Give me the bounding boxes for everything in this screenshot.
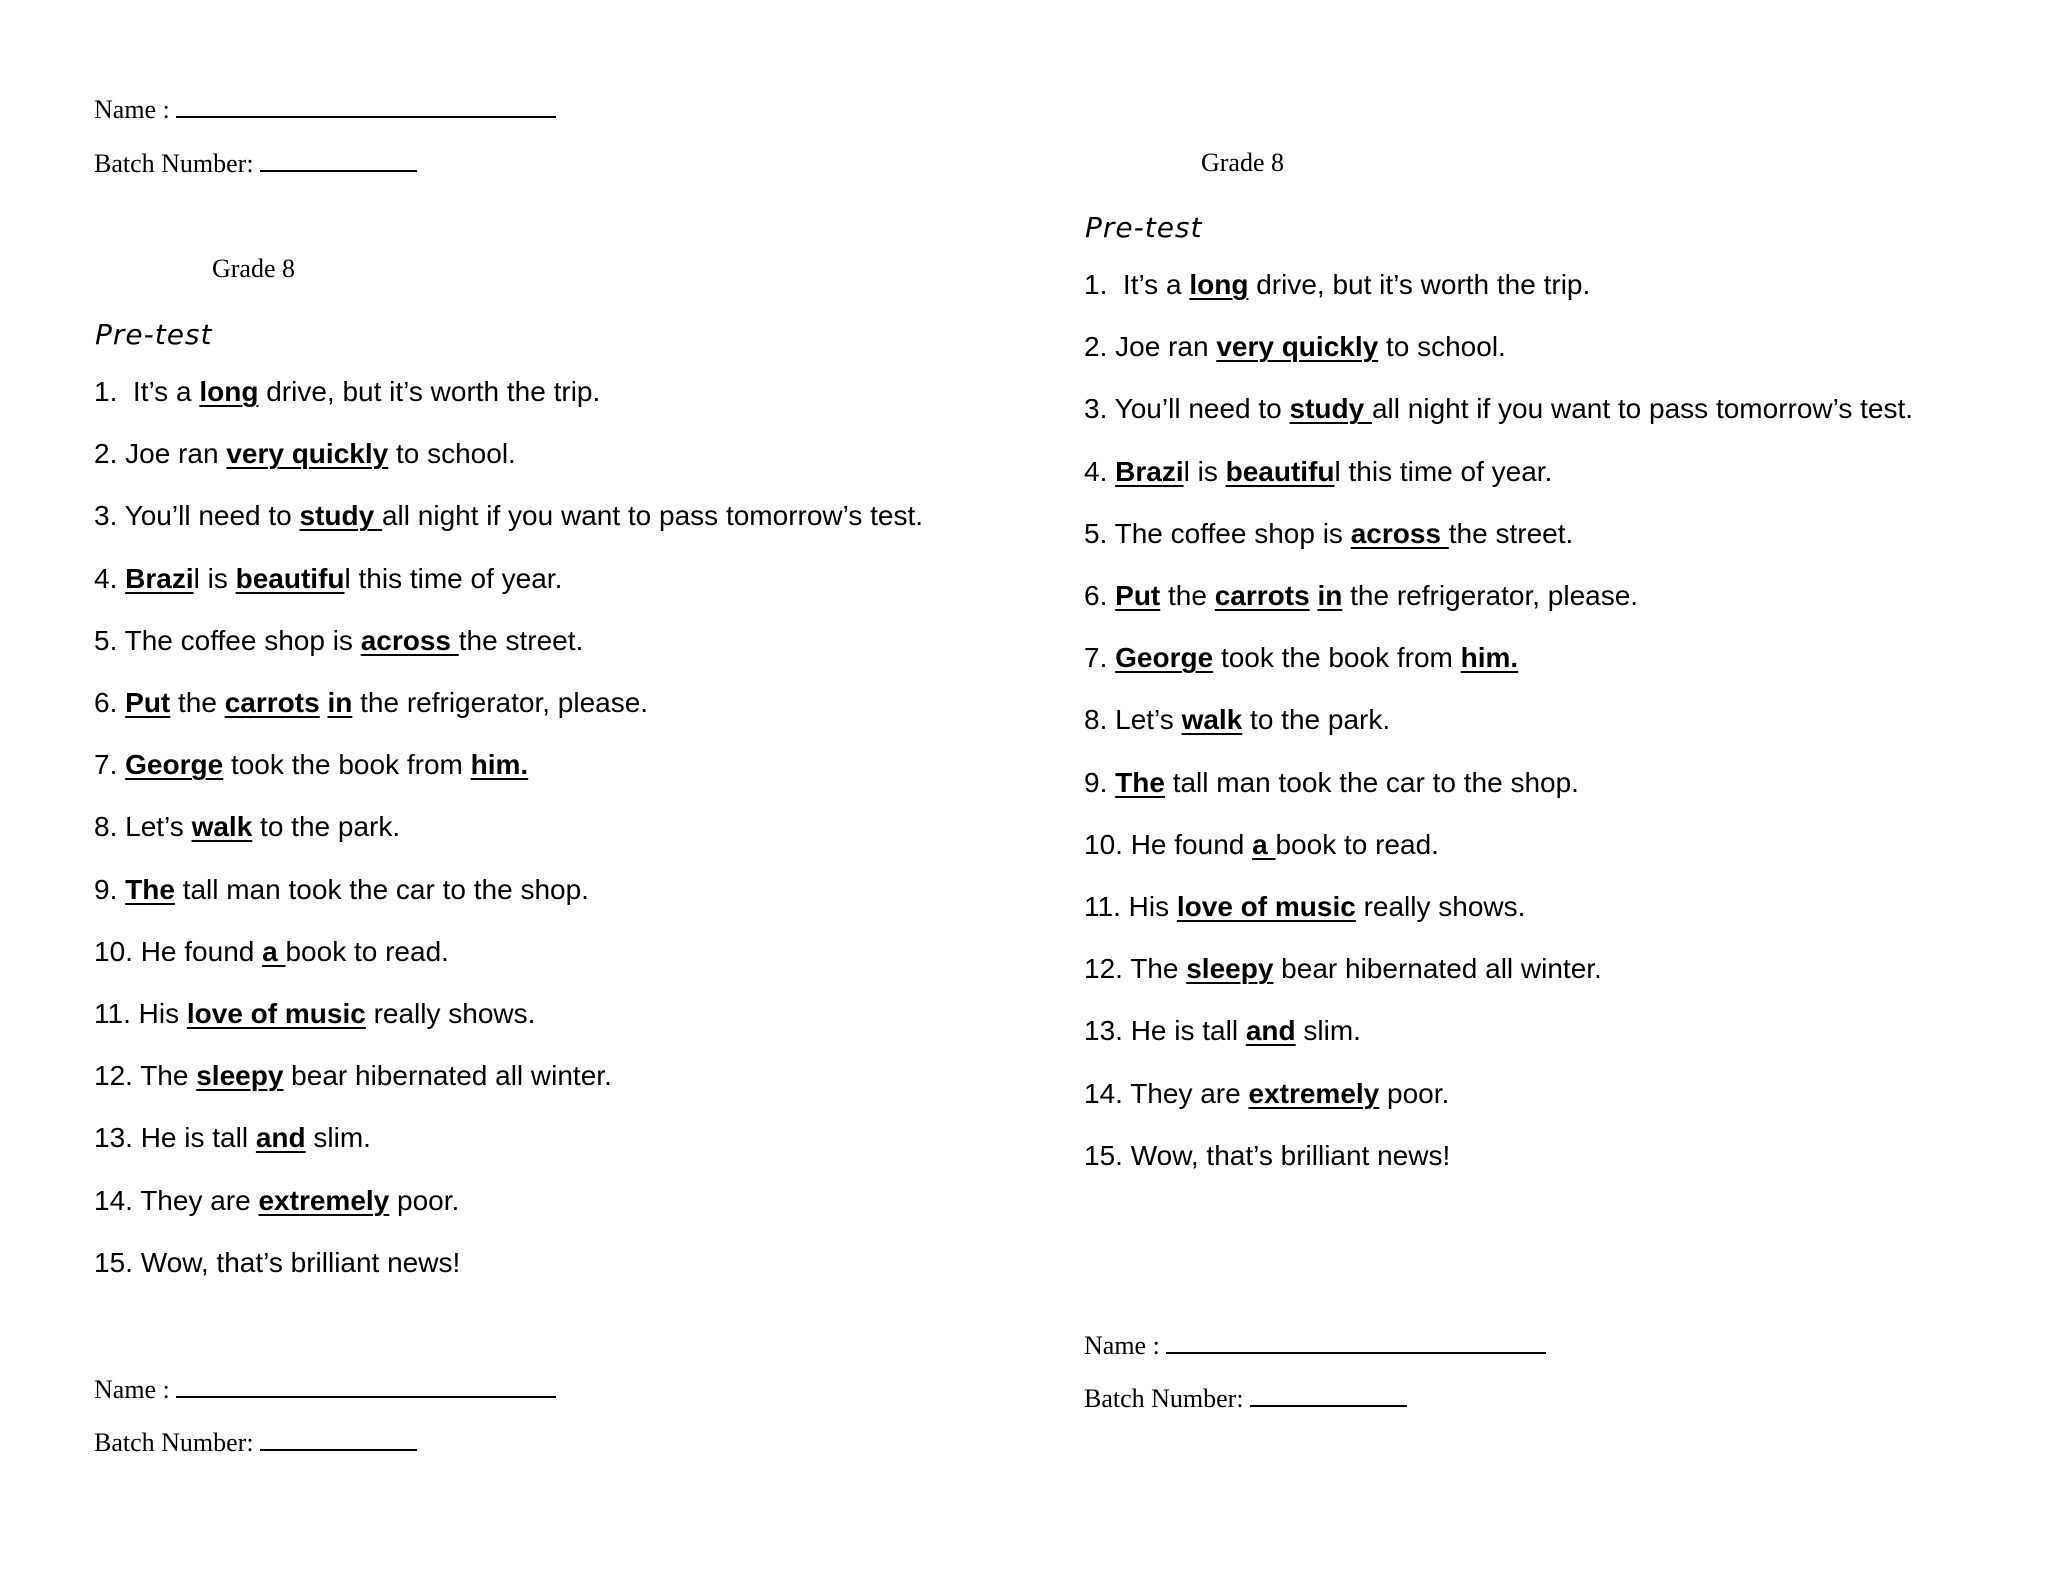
question-text: bear hibernated all winter. [283, 1060, 612, 1092]
question-text: l this time of year. [344, 562, 563, 594]
question-text: the [1160, 580, 1215, 611]
right-footer-name-label: Name : [1084, 1331, 1160, 1360]
underlined-word: very quickly [1216, 331, 1379, 363]
question-text: 15. Wow, that’s brilliant news! [1084, 1139, 1451, 1171]
left-question-3 [94, 502, 923, 530]
left-footer-batch-label: Batch Number: [94, 1428, 254, 1457]
question-text: 2. Joe ran [94, 438, 227, 470]
question-text: 11. His [1084, 891, 1177, 922]
question-text: 12. The [1084, 953, 1187, 985]
underlined-word: carrots [1214, 580, 1310, 611]
question-text: poor. [389, 1184, 460, 1216]
underlined-word: sleepy [196, 1060, 284, 1092]
left-question-1 [94, 378, 600, 406]
question-text: the street. [458, 624, 584, 656]
left-question-13 [94, 1124, 371, 1152]
underlined-word: study [1289, 393, 1372, 425]
left-question-8 [94, 813, 400, 841]
underlined-word: beautifu [235, 562, 345, 594]
question-text: 14. They are [1084, 1077, 1249, 1109]
underlined-word: and [1245, 1015, 1296, 1047]
left-footer-batch-field [94, 1427, 417, 1458]
question-text: 4. [1084, 455, 1116, 487]
question-text: book to read. [285, 935, 449, 967]
right-question-7 [1084, 644, 1518, 672]
question-text: drive, but it’s worth the trip. [1248, 269, 1591, 300]
right-grade: Grade 8 [1201, 148, 1285, 177]
question-text: slim. [305, 1122, 371, 1154]
question-text: tall man took the car to the shop. [174, 873, 589, 905]
question-text: all night if you want to pass tomorrow’s test. [1371, 393, 1914, 425]
question-text: the street. [1448, 517, 1574, 549]
right-question-14 [1084, 1077, 1450, 1109]
right-question-15 [1084, 1139, 1451, 1171]
right-footer-batch-field [1084, 1383, 1407, 1414]
underlined-word: long [1189, 269, 1249, 300]
left-question-7 [94, 751, 528, 779]
underlined-word: The [1115, 766, 1165, 798]
question-text: l is [193, 562, 236, 594]
left-batch-blank[interactable] [260, 148, 417, 172]
left-question-15 [94, 1246, 461, 1278]
right-question-10 [1084, 828, 1439, 860]
right-question-11 [1084, 893, 1525, 921]
underlined-word: beautifu [1225, 455, 1335, 487]
underlined-word: a [1252, 828, 1276, 860]
question-text: 15. Wow, that’s brilliant news! [94, 1246, 461, 1278]
underlined-word: in [327, 687, 353, 718]
question-text: 6. [94, 687, 126, 718]
left-question-5 [94, 624, 584, 656]
question-text: really shows. [365, 998, 536, 1029]
question-text: 3. You’ll need to [94, 500, 300, 532]
question-text: the [170, 687, 225, 718]
question-text: 9. [94, 873, 126, 905]
underlined-word: a [262, 935, 286, 967]
underlined-word: across [360, 624, 459, 656]
left-footer-batch-blank[interactable] [260, 1427, 417, 1451]
question-text: bear hibernated all winter. [1273, 953, 1602, 985]
underlined-word: and [255, 1122, 306, 1154]
right-question-12 [1084, 955, 1602, 983]
left-question-11 [94, 1000, 535, 1028]
right-footer-name-blank[interactable] [1166, 1330, 1546, 1354]
question-text: 6. [1084, 580, 1116, 611]
left-footer-name-field [94, 1374, 556, 1405]
question-text: poor. [1379, 1077, 1450, 1109]
question-text: 8. Let’s [1084, 704, 1182, 736]
right-question-3 [1084, 395, 1913, 423]
question-text: l this time of year. [1334, 455, 1553, 487]
question-text: to school. [388, 438, 516, 470]
left-question-10 [94, 935, 449, 967]
left-question-6 [94, 689, 648, 717]
question-text: to school. [1378, 331, 1506, 363]
underlined-word: sleepy [1186, 953, 1274, 985]
underlined-word: very quickly [226, 438, 389, 470]
question-text: the refrigerator, please. [352, 687, 649, 718]
left-question-14 [94, 1184, 460, 1216]
question-text: 9. [1084, 766, 1116, 798]
underlined-word: Put [1115, 580, 1161, 611]
question-text: 7. [94, 749, 126, 781]
underlined-word: across [1350, 517, 1449, 549]
right-question-6 [1084, 582, 1638, 610]
underlined-word: The [125, 873, 175, 905]
question-text: took the book from [223, 749, 471, 781]
underlined-word: carrots [224, 687, 320, 718]
question-text: 14. They are [94, 1184, 259, 1216]
underlined-word: extremely [258, 1184, 390, 1216]
underlined-word: long [199, 376, 259, 407]
right-question-9 [1084, 766, 1579, 798]
question-text: drive, but it’s worth the trip. [258, 376, 601, 407]
question-text: all night if you want to pass tomorrow’s test. [381, 500, 924, 532]
underlined-word: him. [470, 749, 529, 781]
left-name-field [94, 94, 556, 125]
question-text: tall man took the car to the shop. [1164, 766, 1579, 798]
left-question-2 [94, 440, 516, 468]
question-text: slim. [1295, 1015, 1361, 1047]
left-name-blank[interactable] [176, 94, 556, 118]
underlined-word: George [1115, 642, 1214, 674]
question-text: 3. You’ll need to [1084, 393, 1290, 425]
left-question-12 [94, 1062, 612, 1090]
question-text: 13. He is tall [94, 1122, 256, 1154]
question-text: 5. The coffee shop is [1084, 517, 1351, 549]
underlined-word: extremely [1248, 1077, 1380, 1109]
left-name-label: Name : [94, 95, 170, 124]
underlined-word: walk [1181, 704, 1243, 736]
right-question-2 [1084, 333, 1506, 361]
underlined-word: love of music [186, 998, 366, 1029]
left-question-4 [94, 562, 563, 594]
underlined-word: in [1317, 580, 1343, 611]
question-text: book to read. [1275, 828, 1439, 860]
underlined-word: walk [191, 811, 253, 843]
underlined-word: study [299, 500, 382, 532]
left-footer-name-blank[interactable] [176, 1374, 556, 1398]
question-text: 1. It’s a [1084, 269, 1190, 300]
question-text: l is [1183, 455, 1226, 487]
underlined-word: George [125, 749, 224, 781]
question-text: 1. It’s a [94, 376, 200, 407]
question-text: 10. He found [94, 935, 263, 967]
left-batch-field [94, 148, 417, 179]
right-question-4 [1084, 455, 1553, 487]
question-text: 10. He found [1084, 828, 1253, 860]
question-text: really shows. [1355, 891, 1526, 922]
question-text: to the park. [1242, 704, 1391, 736]
left-grade: Grade 8 [212, 254, 296, 283]
question-text: the refrigerator, please. [1342, 580, 1639, 611]
underlined-word: Brazi [125, 562, 194, 594]
left-question-9 [94, 873, 589, 905]
left-batch-label: Batch Number: [94, 149, 254, 178]
right-footer-batch-blank[interactable] [1250, 1383, 1407, 1407]
right-section-title: Pre-test [1085, 211, 1203, 244]
underlined-word: love of music [1176, 891, 1356, 922]
right-footer-name-field [1084, 1330, 1546, 1361]
question-text: 12. The [94, 1060, 197, 1092]
right-question-8 [1084, 706, 1390, 734]
right-question-13 [1084, 1017, 1361, 1045]
left-footer-name-label: Name : [94, 1375, 170, 1404]
right-footer-batch-label: Batch Number: [1084, 1384, 1244, 1413]
right-question-5 [1084, 517, 1574, 549]
question-text: 5. The coffee shop is [94, 624, 361, 656]
right-question-1 [1084, 271, 1590, 299]
question-text: 7. [1084, 642, 1116, 674]
question-text: 4. [94, 562, 126, 594]
question-text: 11. His [94, 998, 187, 1029]
question-text: 2. Joe ran [1084, 331, 1217, 363]
underlined-word: Put [125, 687, 171, 718]
underlined-word: Brazi [1115, 455, 1184, 487]
left-section-title: Pre-test [95, 318, 213, 351]
question-text: 13. He is tall [1084, 1015, 1246, 1047]
question-text: took the book from [1213, 642, 1461, 674]
question-text: to the park. [252, 811, 401, 843]
question-text: 8. Let’s [94, 811, 192, 843]
underlined-word: him. [1460, 642, 1519, 674]
